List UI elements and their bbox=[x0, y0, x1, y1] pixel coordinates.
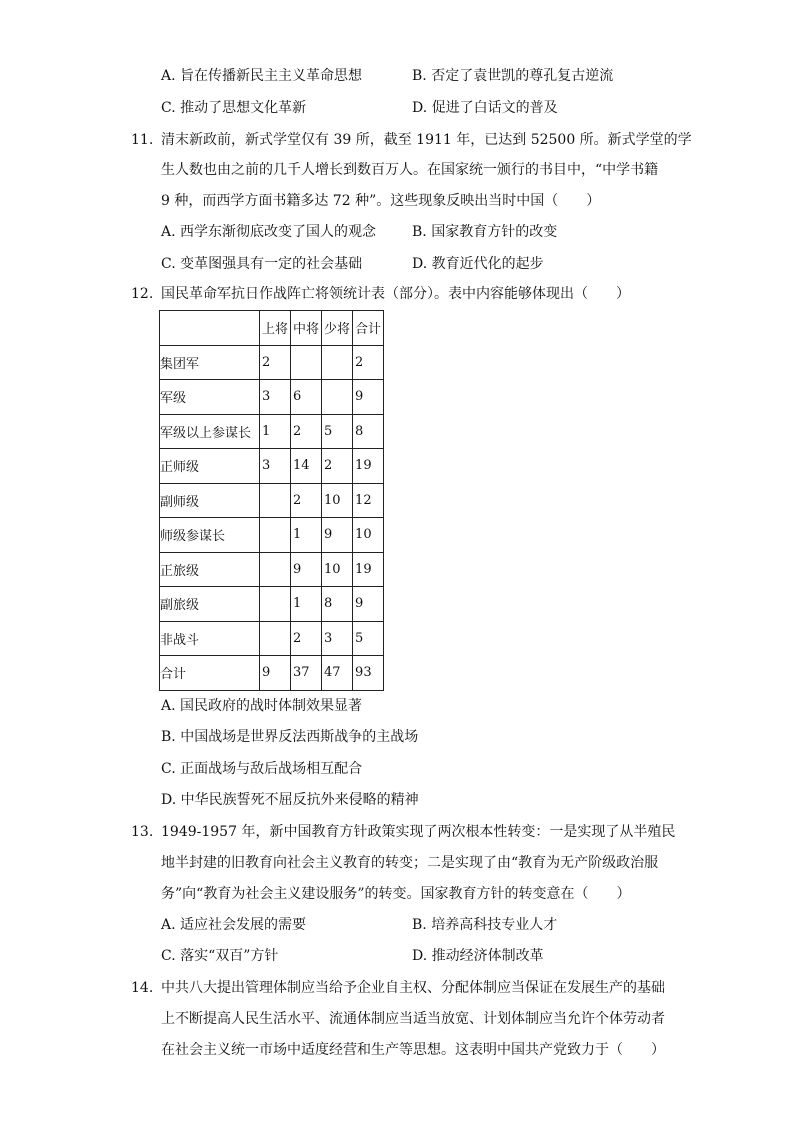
table-cell: 14 bbox=[291, 449, 322, 484]
table-cell bbox=[322, 345, 353, 380]
table-cell: 正旅级 bbox=[160, 552, 260, 587]
table-cell: 5 bbox=[353, 621, 384, 656]
table-cell: 3 bbox=[260, 380, 291, 415]
table-cell: 10 bbox=[322, 483, 353, 518]
q10-option-b: B. 否定了袁世凯的尊孔复古逆流 bbox=[412, 68, 614, 84]
table-row bbox=[160, 483, 384, 518]
table-cell: 12 bbox=[353, 483, 384, 518]
general-casualty-table bbox=[159, 310, 384, 691]
q10-option-a: A. 旨在传播新民主主义革命思想 bbox=[161, 68, 363, 84]
table-cell bbox=[260, 621, 291, 656]
q13-option-d: D. 推动经济体制改革 bbox=[412, 948, 544, 964]
q11-option-c: C. 变革图强具有一定的社会基础 bbox=[161, 256, 363, 272]
q11-option-d: D. 教育近代化的起步 bbox=[412, 256, 544, 272]
table-cell: 6 bbox=[291, 380, 322, 415]
table-cell bbox=[260, 552, 291, 587]
table-cell: 副师级 bbox=[160, 483, 260, 518]
table-row bbox=[160, 552, 384, 587]
table-cell: 副旅级 bbox=[160, 587, 260, 622]
q14-stem-line-3: 在社会主义统一市场中适度经营和生产等思想。这表明中国共产党致力于（ ） bbox=[161, 1042, 665, 1058]
table-row bbox=[160, 449, 384, 484]
table-header-cell: 少将 bbox=[322, 311, 353, 346]
q11-number: 11. bbox=[131, 132, 154, 148]
q14-stem-line-2: 上不断提高人民生活水平、流通体制应当适当放宽、计划体制应当允许个体劳动者 bbox=[161, 1011, 665, 1027]
q13-option-a: A. 适应社会发展的需要 bbox=[161, 917, 307, 933]
table-cell: 非战斗 bbox=[160, 621, 260, 656]
q13-stem-line-3: 务”向“教育为社会主义建设服务”的转变。国家教育方针的转变意在（ ） bbox=[161, 886, 631, 902]
table-cell: 1 bbox=[291, 587, 322, 622]
table-cell: 47 bbox=[322, 656, 353, 691]
table-cell: 9 bbox=[353, 380, 384, 415]
q14-stem-line-1: 中共八大提出管理体制应当给予企业自主权、分配体制应当保证在发展生产的基础 bbox=[161, 980, 665, 996]
table-header-cell bbox=[160, 311, 260, 346]
table-cell: 9 bbox=[260, 656, 291, 691]
q11-option-a: A. 西学东渐彻底改变了国人的观念 bbox=[161, 224, 377, 240]
table-row bbox=[160, 518, 384, 553]
q10-option-d: D. 促进了白话文的普及 bbox=[412, 100, 558, 116]
q12-option-c: C. 正面战场与敌后战场相互配合 bbox=[161, 761, 363, 777]
table-cell: 19 bbox=[353, 449, 384, 484]
table-cell: 集团军 bbox=[160, 345, 260, 380]
table-header-row bbox=[160, 311, 384, 346]
q12-stem: 国民革命军抗日作战阵亡将领统计表（部分）。表中内容能够体现出（ ） bbox=[161, 286, 630, 302]
table-cell: 正师级 bbox=[160, 449, 260, 484]
table-total-row bbox=[160, 656, 384, 691]
table-row bbox=[160, 621, 384, 656]
table-cell bbox=[291, 345, 322, 380]
table-cell: 8 bbox=[322, 587, 353, 622]
q12-option-d: D. 中华民族誓死不屈反抗外来侵略的精神 bbox=[161, 792, 419, 808]
table-cell: 3 bbox=[260, 449, 291, 484]
table-cell: 19 bbox=[353, 552, 384, 587]
table-cell: 93 bbox=[353, 656, 384, 691]
table-cell bbox=[260, 483, 291, 518]
table-cell: 9 bbox=[322, 518, 353, 553]
table-cell: 2 bbox=[353, 345, 384, 380]
q12-number: 12. bbox=[131, 286, 154, 302]
table-row bbox=[160, 380, 384, 415]
table-cell: 军级 bbox=[160, 380, 260, 415]
table-cell: 2 bbox=[291, 483, 322, 518]
table-cell: 1 bbox=[291, 518, 322, 553]
table-cell: 10 bbox=[322, 552, 353, 587]
q13-option-c: C. 落实“双百”方针 bbox=[161, 948, 279, 964]
table-cell: 2 bbox=[322, 449, 353, 484]
q11-option-b: B. 国家教育方针的改变 bbox=[412, 224, 558, 240]
table-cell: 5 bbox=[322, 414, 353, 449]
q13-stem-line-1: 1949-1957 年，新中国教育方针政策实现了两次根本性转变：一是实现了从半殖民 bbox=[161, 824, 676, 840]
table-header-cell: 中将 bbox=[291, 311, 322, 346]
table-cell: 10 bbox=[353, 518, 384, 553]
table-cell bbox=[260, 518, 291, 553]
table-row bbox=[160, 414, 384, 449]
q10-option-c: C. 推动了思想文化革新 bbox=[161, 100, 307, 116]
table-row bbox=[160, 345, 384, 380]
table-cell: 师级参谋长 bbox=[160, 518, 260, 553]
table-cell: 军级以上参谋长 bbox=[160, 414, 260, 449]
table-cell: 合计 bbox=[160, 656, 260, 691]
table-cell: 8 bbox=[353, 414, 384, 449]
q12-option-a: A. 国民政府的战时体制效果显著 bbox=[161, 698, 363, 714]
table-cell: 9 bbox=[291, 552, 322, 587]
table-cell bbox=[322, 380, 353, 415]
table-cell: 3 bbox=[322, 621, 353, 656]
table-cell bbox=[260, 587, 291, 622]
table-cell: 2 bbox=[291, 414, 322, 449]
table-cell: 9 bbox=[353, 587, 384, 622]
q12-option-b: B. 中国战场是世界反法西斯战争的主战场 bbox=[161, 729, 419, 745]
table-cell: 2 bbox=[260, 345, 291, 380]
table-header-cell: 上将 bbox=[260, 311, 291, 346]
table-cell: 1 bbox=[260, 414, 291, 449]
table-cell: 2 bbox=[291, 621, 322, 656]
q13-stem-line-2: 地半封建的旧教育向社会主义教育的转变；二是实现了由“教育为无产阶级政治服 bbox=[161, 855, 659, 871]
q14-number: 14. bbox=[131, 980, 154, 996]
q13-number: 13. bbox=[131, 824, 154, 840]
table-row bbox=[160, 587, 384, 622]
q11-stem-line-2: 生人数也由之前的几千人增长到数百万人。在国家统一颁行的书目中，“中学书籍 bbox=[161, 162, 659, 178]
table-header-cell: 合计 bbox=[353, 311, 384, 346]
q11-stem-line-3: 9 种，而西学方面书籍多达 72 种”。这些现象反映出当时中国（ ） bbox=[161, 193, 601, 209]
q11-stem-line-1: 清末新政前，新式学堂仅有 39 所，截至 1911 年，已达到 52500 所。新式学堂的学 bbox=[161, 132, 692, 148]
table-cell: 37 bbox=[291, 656, 322, 691]
q13-option-b: B. 培养高科技专业人才 bbox=[412, 917, 558, 933]
